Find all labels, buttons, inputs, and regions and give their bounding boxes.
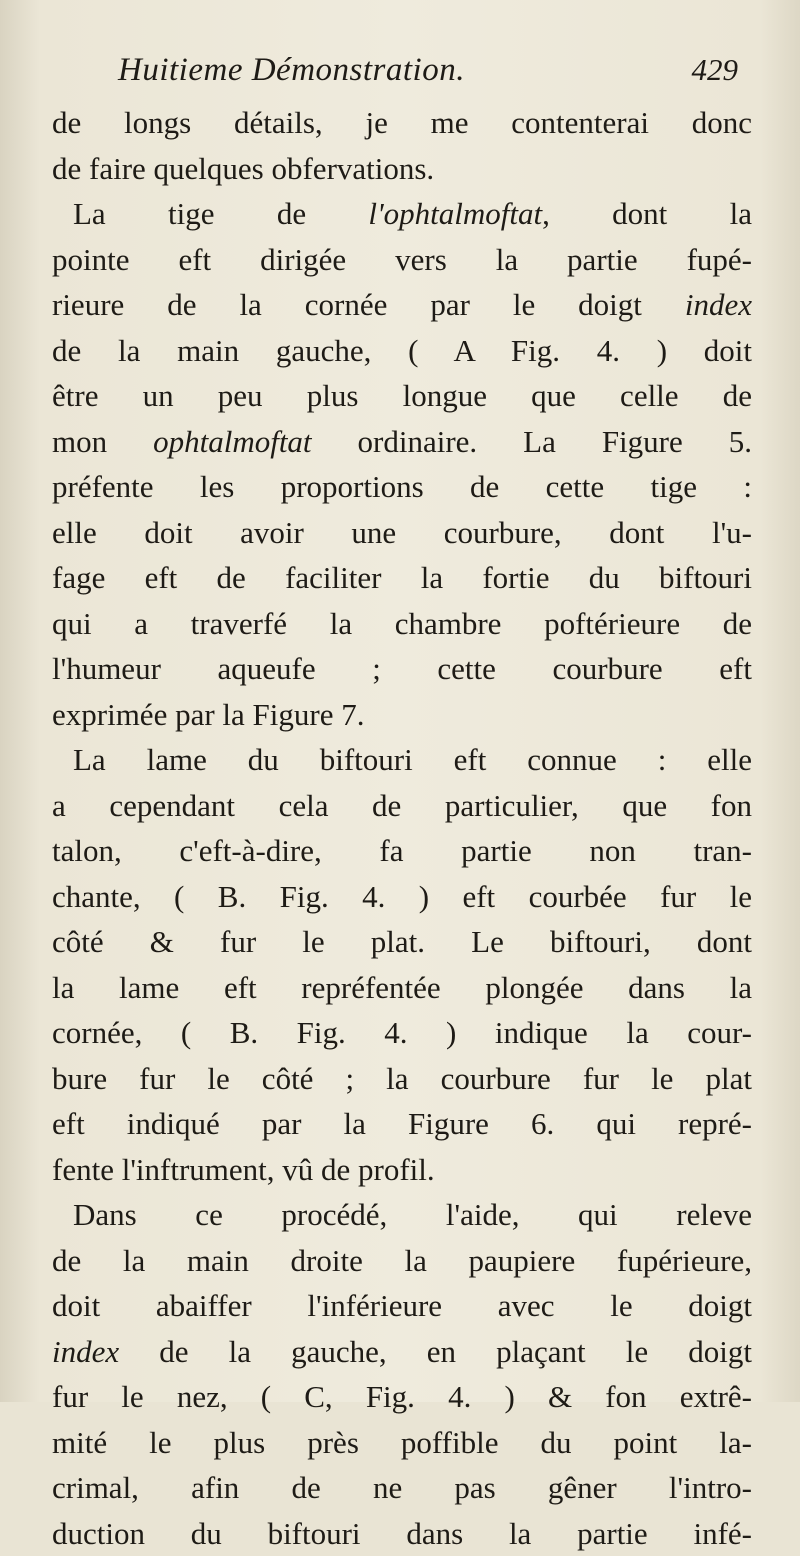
- text-line: cornée, ( B. Fig. 4. ) indique la cour-: [52, 1010, 752, 1056]
- text-line: qui a traverfé la chambre poftérieure de: [52, 601, 752, 647]
- text-line: exprimée par la Figure 7.: [52, 692, 752, 738]
- text-line: chante, ( B. Fig. 4. ) eft courbée fur le: [52, 874, 752, 920]
- text-line: fur le nez, ( C, Fig. 4. ) & fon extrê-: [52, 1374, 752, 1420]
- text-line: index de la gauche, en plaçant le doigt: [52, 1329, 752, 1375]
- text-line: pointe eft dirigée vers la partie fupé-: [52, 237, 752, 283]
- text-line: eft indiqué par la Figure 6. qui repré-: [52, 1101, 752, 1147]
- text-line: mité le plus près poffible du point la-: [52, 1420, 752, 1466]
- text-line: rieure de la cornée par le doigt index: [52, 282, 752, 328]
- text-line: préfente les proportions de cette tige :: [52, 464, 752, 510]
- text-line: doit abaiffer l'inférieure avec le doigt: [52, 1283, 752, 1329]
- italic-term: index: [52, 1334, 119, 1369]
- text-line: Dans ce procédé, l'aide, qui releve: [52, 1192, 752, 1238]
- text-line: bure fur le côté ; la courbure fur le plat: [52, 1056, 752, 1102]
- text-line: de la main gauche, ( A Fig. 4. ) doit: [52, 328, 752, 374]
- text-line: crimal, afin de ne pas gêner l'intro-: [52, 1465, 752, 1511]
- text-line: talon, c'eft-à-dire, fa partie non tran-: [52, 828, 752, 874]
- italic-term: ophtalmoftat: [153, 424, 311, 459]
- text-line: fage eft de faciliter la fortie du biftouri: [52, 555, 752, 601]
- text-line: duction du biftouri dans la partie infé-: [52, 1511, 752, 1556]
- page-number: 429: [692, 52, 739, 88]
- text-line: l'humeur aqueufe ; cette courbure eft: [52, 646, 752, 692]
- text-line: de faire quelques obfervations.: [52, 146, 752, 192]
- italic-term: l'ophtalmoftat: [368, 196, 542, 231]
- page-header: [118, 52, 738, 100]
- running-title: Huitieme Démonstration.: [118, 52, 465, 89]
- text-line: fente l'inftrument, vû de profil.: [52, 1147, 752, 1193]
- italic-term: index: [685, 287, 752, 322]
- text-line: côté & fur le plat. Le biftouri, dont: [52, 919, 752, 965]
- text-line: être un peu plus longue que celle de: [52, 373, 752, 419]
- text-line: de longs détails, je me contenterai donc: [52, 100, 752, 146]
- body-text: [52, 100, 752, 1556]
- text-line: la lame eft repréfentée plongée dans la: [52, 965, 752, 1011]
- text-line: de la main droite la paupiere fupérieure,: [52, 1238, 752, 1284]
- text-line: mon ophtalmoftat ordinaire. La Figure 5.: [52, 419, 752, 465]
- text-line: La lame du biftouri eft connue : elle: [52, 737, 752, 783]
- text-line: a cependant cela de particulier, que fon: [52, 783, 752, 829]
- text-line: La tige de l'ophtalmoftat, dont la: [52, 191, 752, 237]
- text-line: elle doit avoir une courbure, dont l'u-: [52, 510, 752, 556]
